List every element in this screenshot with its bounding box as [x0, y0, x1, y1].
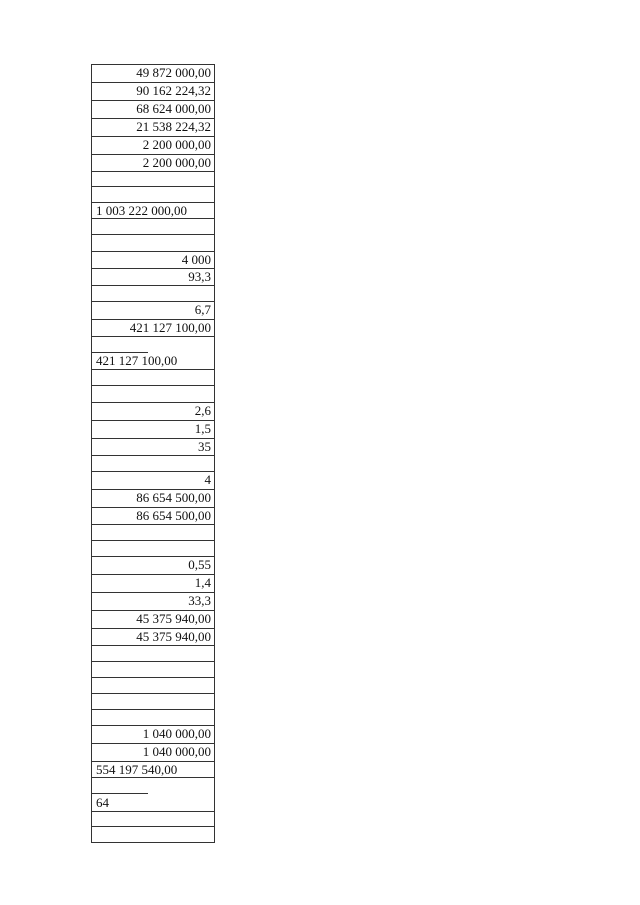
table-cell: 0,55: [188, 557, 211, 572]
table-cell: 421 127 100,00: [129, 320, 211, 335]
table-cell: 1 040 000,00: [142, 726, 211, 741]
table-cell: 554 197 540,00: [96, 762, 178, 777]
table-cell: 93,3: [188, 269, 211, 284]
row-divider: [92, 218, 214, 219]
table-cell: 64: [96, 795, 109, 810]
table-cell: 86 654 500,00: [136, 490, 211, 505]
table-cell: 1,5: [194, 421, 211, 436]
table-cell: 6,7: [194, 302, 211, 317]
row-divider: [92, 285, 214, 286]
table-cell: 21 538 224,32: [136, 119, 211, 134]
table-cell: 1 040 000,00: [142, 744, 211, 759]
row-divider: [92, 693, 214, 694]
table-cell: 1 003 222 000,00: [96, 203, 187, 218]
row-divider: [92, 826, 214, 827]
table-cell: 2 200 000,00: [142, 155, 211, 170]
row-divider: [92, 677, 214, 678]
row-divider: [92, 777, 214, 778]
table-cell: 4 000: [181, 252, 211, 267]
row-divider: [92, 811, 214, 812]
row-divider: [92, 186, 214, 187]
row-divider: [92, 709, 214, 710]
row-divider: [92, 540, 214, 541]
row-divider: [92, 369, 214, 370]
row-divider: [92, 438, 214, 439]
table-value-column: [91, 64, 215, 843]
row-divider: [92, 645, 214, 646]
table-cell: 45 375 940,00: [136, 611, 211, 626]
row-divider: [92, 661, 214, 662]
table-cell: 4: [204, 472, 211, 487]
table-cell: 45 375 940,00: [136, 629, 211, 644]
table-cell: 68 624 000,00: [136, 101, 211, 116]
table-cell: 90 162 224,32: [136, 83, 211, 98]
row-divider: [92, 524, 214, 525]
row-divider: [92, 171, 214, 172]
row-divider: [92, 793, 148, 794]
table-cell: 33,3: [188, 593, 211, 608]
table-cell: 1,4: [194, 575, 211, 590]
row-divider: [92, 336, 214, 337]
table-cell: 2 200 000,00: [142, 137, 211, 152]
row-divider: [92, 234, 214, 235]
table-cell: 49 872 000,00: [136, 65, 211, 80]
table-cell: 86 654 500,00: [136, 508, 211, 523]
row-divider: [92, 471, 214, 472]
table-cell: 2,6: [194, 403, 211, 418]
table-cell: 35: [198, 439, 211, 454]
table-cell: 421 127 100,00: [96, 353, 178, 368]
row-divider: [92, 385, 214, 386]
row-divider: [92, 455, 214, 456]
